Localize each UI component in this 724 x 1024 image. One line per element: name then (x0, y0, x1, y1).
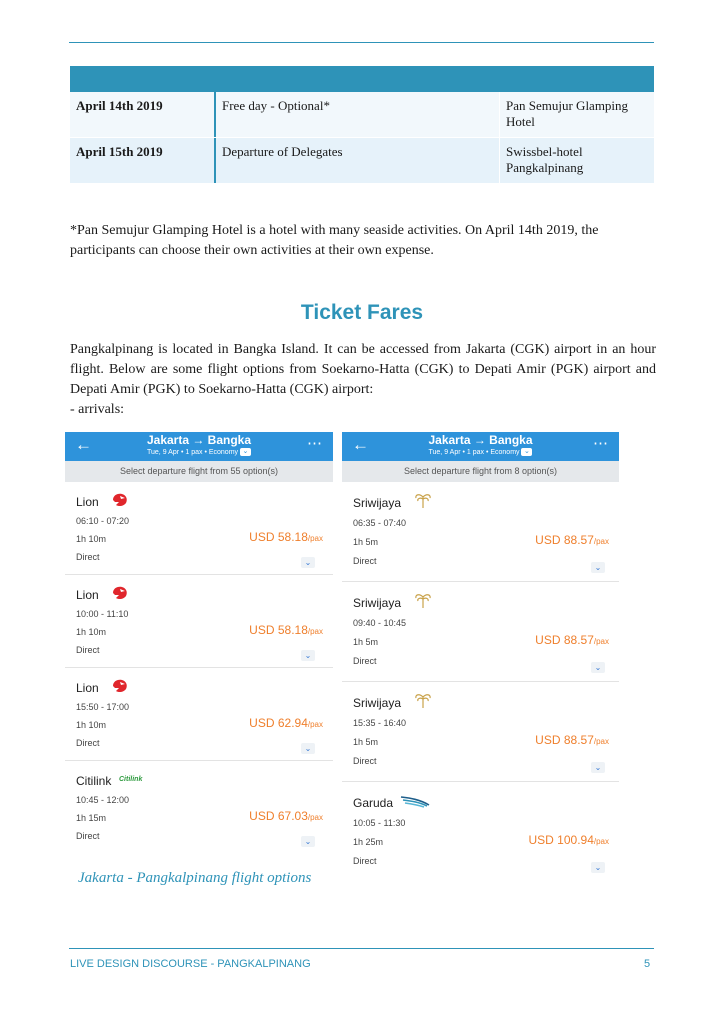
chevron-down-icon[interactable]: ⌄ (591, 662, 605, 673)
flight-duration: 1h 5m (353, 537, 379, 547)
schedule-event: Free day - Optional* (216, 92, 500, 137)
lion-air-logo (111, 678, 129, 694)
chevron-down-icon[interactable]: ⌄ (591, 762, 605, 773)
flight-time: 10:45 - 12:00 (76, 795, 130, 805)
flight-card[interactable] (65, 575, 333, 668)
citilink-logo: Citilink (119, 776, 143, 783)
flight-card[interactable] (65, 668, 333, 761)
airline-name: Lion (76, 495, 99, 509)
lion-air-logo (111, 585, 129, 601)
route-title: Jakarta → Bangka (428, 433, 533, 447)
schedule-header (70, 66, 654, 92)
airline-name: Lion (76, 588, 99, 602)
price-unit: /pax (307, 534, 323, 543)
app-bar (342, 432, 619, 461)
flight-time: 10:05 - 11:30 (353, 818, 406, 828)
figure-caption: Jakarta - Pangkalpinang flight options (78, 870, 312, 886)
sriwijaya-logo (412, 691, 434, 709)
flight-type: Direct (353, 856, 377, 866)
garuda-logo (399, 794, 431, 808)
flight-card[interactable] (65, 482, 333, 575)
arrow-left-icon[interactable]: ← (75, 435, 92, 454)
airline-name: Sriwijaya (353, 596, 402, 610)
footer-rule (69, 948, 654, 949)
flight-duration: 1h 10m (76, 627, 107, 637)
flight-list-screenshot-left (65, 432, 333, 852)
price-unit: /pax (593, 837, 609, 846)
price-amount: USD 58.18 (249, 530, 308, 544)
more-dots-icon[interactable]: ⋯ (593, 435, 609, 452)
flight-card[interactable] (342, 782, 619, 880)
flight-type: Direct (353, 756, 377, 766)
page-number: 5 (644, 958, 651, 970)
price-unit: /pax (593, 637, 609, 646)
flight-type: Direct (76, 738, 100, 748)
schedule-date: April 14th 2019 (70, 92, 216, 137)
intro-paragraph: Pangkalpinang is located in Bangka Island. It can be accessed from Jakarta (CGK) airport in an hour flight. Below are some flight options from Soekarno-Hatta (CGK) to Depati Amir (PGK) airport and Depati Amir (PGK) to Soekarno-Hatta (CGK) airport: (70, 342, 656, 397)
hotel-note: *Pan Semujur Glamping Hotel is a hotel with many seaside activities. On April 14th 2019, the participants can choose their own activities at their own expense. (70, 223, 599, 258)
app-bar (65, 432, 333, 461)
price-amount: USD 67.03 (249, 809, 308, 823)
flight-time: 10:00 - 11:10 (76, 609, 129, 619)
chevron-down-icon[interactable]: ⌄ (240, 448, 251, 456)
route-subtitle (65, 448, 333, 458)
flight-type: Direct (76, 831, 100, 841)
chevron-down-icon[interactable]: ⌄ (521, 448, 532, 456)
schedule-date: April 15th 2019 (70, 138, 216, 183)
flight-card[interactable] (342, 682, 619, 782)
flight-card[interactable] (342, 582, 619, 682)
price-unit: /pax (593, 737, 609, 746)
flight-type: Direct (353, 556, 377, 566)
arrivals-label: - arrivals: (70, 402, 125, 417)
top-rule (69, 42, 654, 43)
chevron-down-icon[interactable]: ⌄ (301, 650, 315, 661)
chevron-down-icon[interactable]: ⌄ (301, 557, 315, 568)
price-unit: /pax (593, 537, 609, 546)
trip-details: Tue, 9 Apr • 1 pax • Economy (147, 449, 239, 456)
route-title: Jakarta → Bangka (146, 433, 252, 447)
flight-time: 06:10 - 07:20 (76, 516, 130, 526)
price-amount: USD 62.94 (249, 716, 308, 730)
trip-details: Tue, 9 Apr • 1 pax • Economy (428, 449, 520, 456)
flight-price (249, 623, 323, 637)
flight-duration: 1h 10m (76, 720, 107, 730)
flight-price (529, 833, 610, 847)
flight-time: 15:35 - 16:40 (353, 718, 407, 728)
price-amount: USD 88.57 (535, 533, 594, 547)
flight-price (535, 733, 609, 747)
price-amount: USD 88.57 (535, 733, 594, 747)
intro-text (70, 340, 656, 420)
flight-duration: 1h 10m (76, 534, 107, 544)
schedule-venue: Swissbel-hotel Pangkalpinang (506, 144, 584, 175)
route-subtitle (342, 448, 619, 458)
price-unit: /pax (307, 813, 323, 822)
price-amount: USD 88.57 (535, 633, 594, 647)
flight-time: 06:35 - 07:40 (353, 518, 407, 528)
section-title: Ticket Fares (300, 301, 424, 324)
schedule-table (70, 66, 654, 184)
select-flight-bar: Select departure flight from 55 option(s) (65, 461, 333, 482)
more-dots-icon[interactable]: ⋯ (307, 435, 323, 452)
schedule-row (70, 92, 654, 138)
chevron-down-icon[interactable]: ⌄ (591, 562, 605, 573)
airline-name: Garuda (353, 796, 394, 810)
sriwijaya-logo (412, 491, 434, 509)
flight-price (249, 530, 323, 544)
flight-price (249, 716, 323, 730)
airline-name: Sriwijaya (353, 696, 402, 710)
price-amount: USD 58.18 (249, 623, 308, 637)
flight-price (535, 533, 609, 547)
chevron-down-icon[interactable]: ⌄ (591, 862, 605, 873)
schedule-venue: Pan Semujur Glamping Hotel (506, 98, 629, 129)
chevron-down-icon[interactable]: ⌄ (301, 743, 315, 754)
airline-name: Citilink (76, 774, 112, 788)
flight-type: Direct (76, 552, 100, 562)
lion-air-logo (111, 492, 129, 508)
flight-duration: 1h 5m (353, 737, 379, 747)
flight-duration: 1h 5m (353, 637, 379, 647)
flight-type: Direct (76, 645, 100, 655)
flight-time: 09:40 - 10:45 (353, 618, 407, 628)
price-unit: /pax (307, 720, 323, 729)
chevron-down-icon[interactable]: ⌄ (301, 836, 315, 847)
flight-card[interactable] (65, 761, 333, 852)
flight-list-screenshot-right (342, 432, 619, 880)
schedule-row (70, 138, 654, 184)
price-unit: /pax (307, 627, 323, 636)
flight-price (249, 809, 323, 823)
flight-card[interactable] (342, 482, 619, 582)
sriwijaya-logo (412, 591, 434, 609)
price-amount: USD 100.94 (528, 833, 594, 847)
flight-duration: 1h 25m (353, 837, 384, 847)
flight-price (535, 633, 609, 647)
select-flight-bar: Select departure flight from 8 option(s) (342, 461, 619, 482)
arrow-left-icon[interactable]: ← (352, 435, 369, 454)
schedule-event: Departure of Delegates (216, 138, 500, 183)
flight-type: Direct (353, 656, 377, 666)
airline-name: Lion (76, 681, 99, 695)
airline-name: Sriwijaya (353, 496, 402, 510)
flight-time: 15:50 - 17:00 (76, 702, 130, 712)
flight-duration: 1h 15m (76, 813, 107, 823)
footer-text: LIVE DESIGN DISCOURSE - PANGKALPINANG (70, 958, 311, 970)
